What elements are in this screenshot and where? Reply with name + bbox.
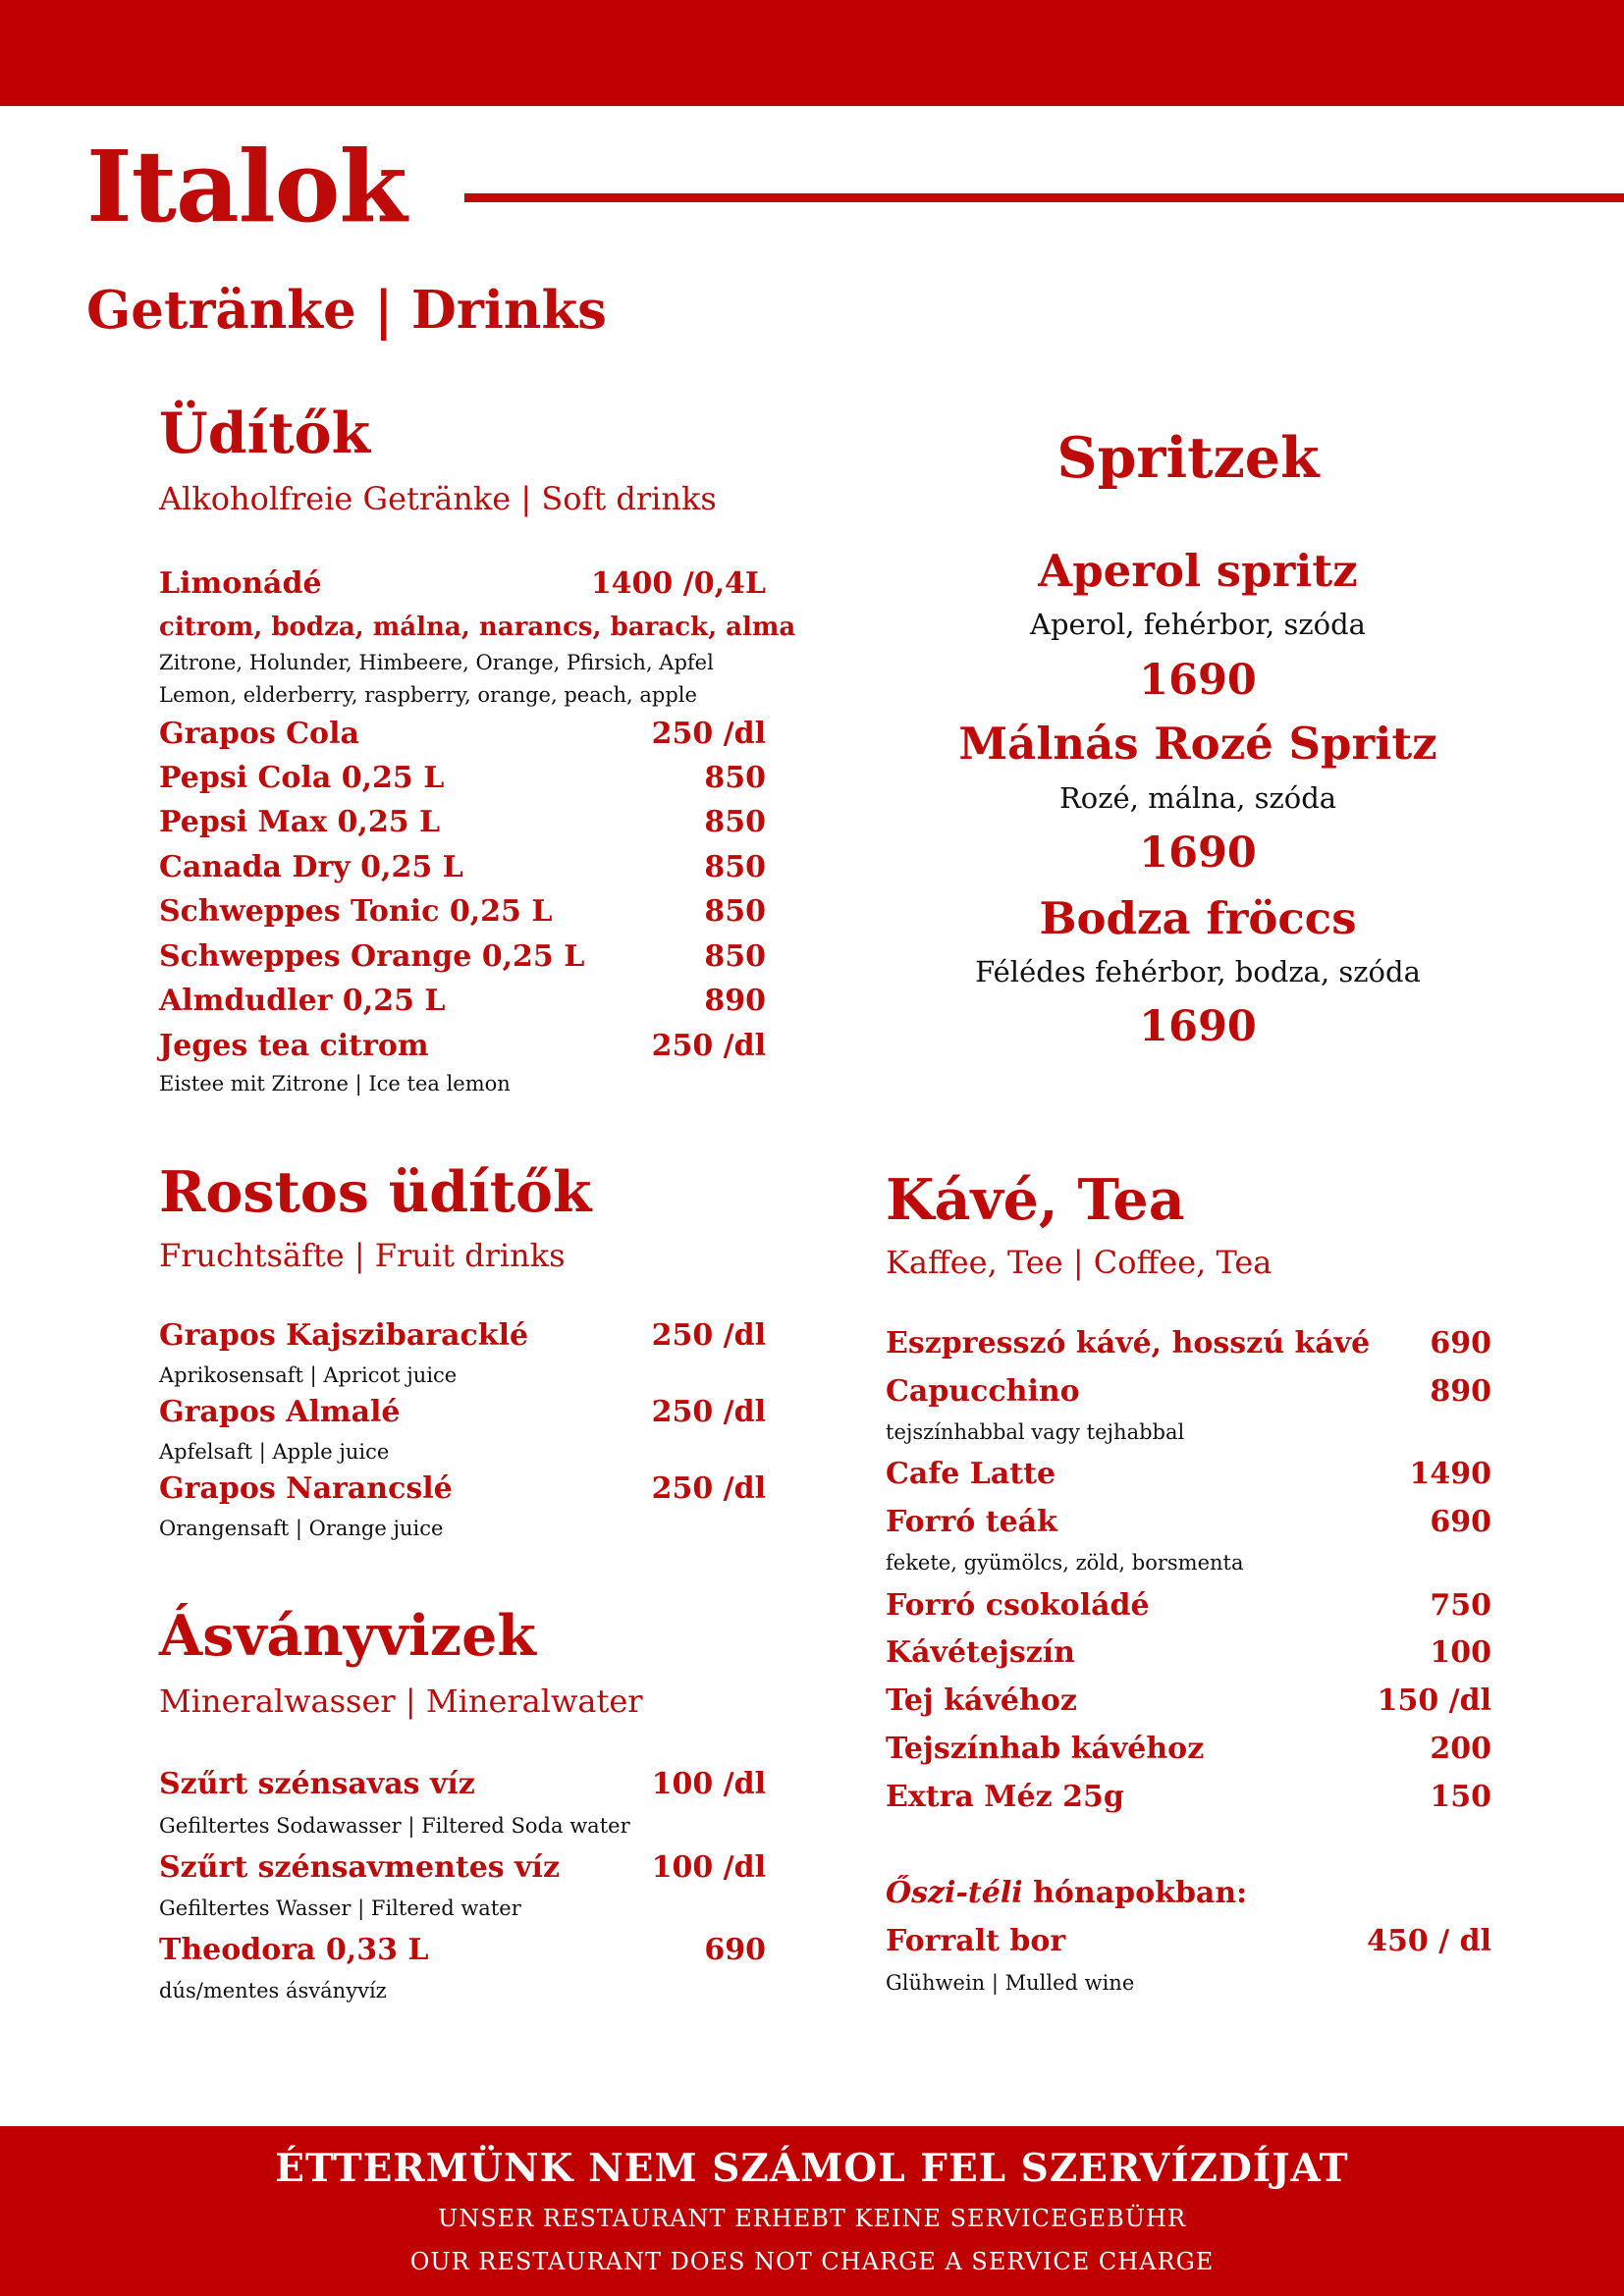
item-price: 100 /dl (651, 1850, 766, 1885)
item-name: Capucchino (886, 1374, 1080, 1409)
item-name: Forró teák (886, 1505, 1057, 1539)
menu-item (159, 1395, 766, 1429)
page-subtitle: Getränke | Drinks (86, 280, 607, 341)
soft-drinks-subtitle: Alkoholfreie Getränke | Soft drinks (159, 480, 717, 517)
menu-item (159, 984, 766, 1018)
item-note: Gefiltertes Wasser | Filtered water (159, 1896, 521, 1920)
item-price: 250 /dl (651, 1029, 766, 1063)
item-price: 250 /dl (651, 717, 766, 751)
menu-item (886, 1457, 1491, 1491)
item-price: 450 / dl (1367, 1924, 1491, 1958)
item-name: Grapos Narancslé (159, 1471, 453, 1506)
water-subtitle: Mineralwasser | Mineralwater (159, 1682, 643, 1720)
item-price: 690 (704, 1933, 766, 1967)
item-price: 890 (704, 984, 766, 1018)
item-name: Pepsi Cola 0,25 L (159, 761, 445, 795)
footer-en-text: OUR RESTAURANT DOES NOT CHARGE A SERVICE CHARGE (409, 2248, 1215, 2275)
footer-banner (0, 2126, 1624, 2296)
menu-item (886, 1374, 1491, 1409)
item-price: 850 (704, 894, 766, 929)
item-name: Extra Méz 25g (886, 1780, 1124, 1814)
menu-item (159, 1029, 766, 1063)
soft-drinks-title: Üdítők (159, 400, 371, 466)
menu-item (159, 717, 766, 751)
item-note: dús/mentes ásványvíz (159, 1979, 387, 2002)
item-name: Almdudler 0,25 L (159, 984, 446, 1018)
menu-item (159, 894, 766, 929)
footer-main-text: ÉTTERMÜNK NEM SZÁMOL FEL SZERVÍZDÍJAT (275, 2146, 1349, 2191)
limonade-flavours: citrom, bodza, málna, narancs, barack, alma (159, 613, 796, 642)
menu-item (159, 805, 766, 839)
page-title: Italok (86, 129, 406, 244)
menu-item (886, 1326, 1491, 1361)
limonade-note-de: Zitrone, Holunder, Himbeere, Orange, Pfirsich, Apfel (159, 651, 714, 674)
item-note: Aprikosensaft | Apricot juice (159, 1363, 458, 1387)
menu-item (886, 1635, 1491, 1670)
item-name: Theodora 0,33 L (159, 1933, 429, 1967)
seasonal-italic: Őszi-téli (886, 1876, 1023, 1910)
spritz-price: 1690 (1139, 656, 1257, 705)
spritz-desc: Aperol, fehérbor, szóda (1030, 608, 1366, 641)
menu-item (886, 1683, 1491, 1718)
item-price: 850 (704, 850, 766, 884)
item-price: 250 /dl (651, 1318, 766, 1353)
item-note: Orangensaft | Orange juice (159, 1517, 444, 1540)
item-price: 200 (1430, 1732, 1491, 1766)
menu-item (159, 850, 766, 884)
item-name: Grapos Cola (159, 717, 359, 751)
item-price: 150 (1430, 1780, 1491, 1814)
item-price: 690 (1430, 1505, 1491, 1539)
spritz-name: Aperol spritz (1038, 545, 1358, 597)
item-price: 100 (1430, 1635, 1491, 1670)
item-note: Apfelsaft | Apple juice (159, 1440, 390, 1464)
item-name: Forralt bor (886, 1924, 1066, 1958)
juices-title: Rostos üdítők (159, 1159, 592, 1225)
footer-de-text: UNSER RESTAURANT ERHEBT KEINE SERVICEGEBÜHR (437, 2205, 1187, 2232)
item-name: Schweppes Tonic 0,25 L (159, 894, 553, 929)
item-name: Tejszínhab kávéhoz (886, 1732, 1205, 1766)
item-note: tejszínhabbal vagy tejhabbal (886, 1420, 1185, 1444)
menu-item (159, 1767, 766, 1801)
menu-item (886, 1780, 1491, 1814)
item-price: 250 /dl (651, 1471, 766, 1506)
item-price: 1400 /0,4L (590, 566, 766, 601)
menu-item (886, 1505, 1491, 1539)
spritz-name: Málnás Rozé Spritz (958, 718, 1437, 770)
item-name: Cafe Latte (886, 1457, 1056, 1491)
water-title: Ásványvizek (159, 1603, 536, 1669)
spritz-title: Spritzek (1056, 425, 1320, 491)
spritz-price: 1690 (1139, 828, 1257, 878)
title-rule (464, 193, 1624, 202)
menu-item (159, 939, 766, 974)
menu-item (159, 1850, 766, 1885)
item-note: fekete, gyümölcs, zöld, borsmenta (886, 1551, 1244, 1575)
spritz-price: 1690 (1139, 1002, 1257, 1051)
menu-item (886, 1924, 1491, 1958)
item-note: Gefiltertes Sodawasser | Filtered Soda water (159, 1814, 630, 1838)
juices-subtitle: Fruchtsäfte | Fruit drinks (159, 1237, 566, 1274)
item-name: Forró csokoládé (886, 1588, 1150, 1623)
item-price: 750 (1430, 1588, 1491, 1623)
menu-item (159, 1933, 766, 1967)
item-name: Pepsi Max 0,25 L (159, 805, 441, 839)
item-name: Jeges tea citrom (159, 1029, 429, 1063)
spritz-name: Bodza fröccs (1039, 892, 1357, 944)
spritz-desc: Félédes fehérbor, bodza, szóda (975, 955, 1421, 988)
top-banner (0, 0, 1624, 106)
item-name: Grapos Kajszibaracklé (159, 1318, 529, 1353)
seasonal-rest: hónapokban: (1022, 1876, 1248, 1910)
limonade-note-en: Lemon, elderberry, raspberry, orange, peach, apple (159, 683, 697, 707)
item-name: Grapos Almalé (159, 1395, 401, 1429)
coffee-title: Kávé, Tea (886, 1167, 1185, 1233)
menu-item (886, 1588, 1491, 1623)
spritz-desc: Rozé, málna, szóda (1058, 781, 1337, 815)
menu-item (159, 566, 766, 601)
coffee-subtitle: Kaffee, Tee | Coffee, Tea (886, 1244, 1272, 1281)
item-name: Canada Dry 0,25 L (159, 850, 463, 884)
item-name: Kávétejszín (886, 1635, 1075, 1670)
menu-item (159, 1318, 766, 1353)
item-price: 850 (704, 761, 766, 795)
item-name: Szűrt szénsavmentes víz (159, 1850, 560, 1885)
item-price: 250 /dl (651, 1395, 766, 1429)
menu-item (886, 1732, 1491, 1766)
item-name: Eszpresszó kávé, hosszú kávé (886, 1326, 1371, 1361)
item-price: 150 /dl (1377, 1683, 1491, 1718)
seasonal-heading (886, 1876, 1248, 1910)
item-note: Eistee mit Zitrone | Ice tea lemon (159, 1072, 511, 1095)
item-price: 690 (1430, 1326, 1491, 1361)
item-name: Limonádé (159, 566, 322, 601)
menu-item (159, 761, 766, 795)
menu-item (159, 1471, 766, 1506)
item-price: 850 (704, 939, 766, 974)
item-price: 1490 (1409, 1457, 1491, 1491)
item-price: 890 (1430, 1374, 1491, 1409)
item-name: Schweppes Orange 0,25 L (159, 939, 585, 974)
item-price: 100 /dl (651, 1767, 766, 1801)
item-price: 850 (704, 805, 766, 839)
item-note: Glühwein | Mulled wine (886, 1971, 1135, 1995)
item-name: Szűrt szénsavas víz (159, 1767, 475, 1801)
item-name: Tej kávéhoz (886, 1683, 1077, 1718)
